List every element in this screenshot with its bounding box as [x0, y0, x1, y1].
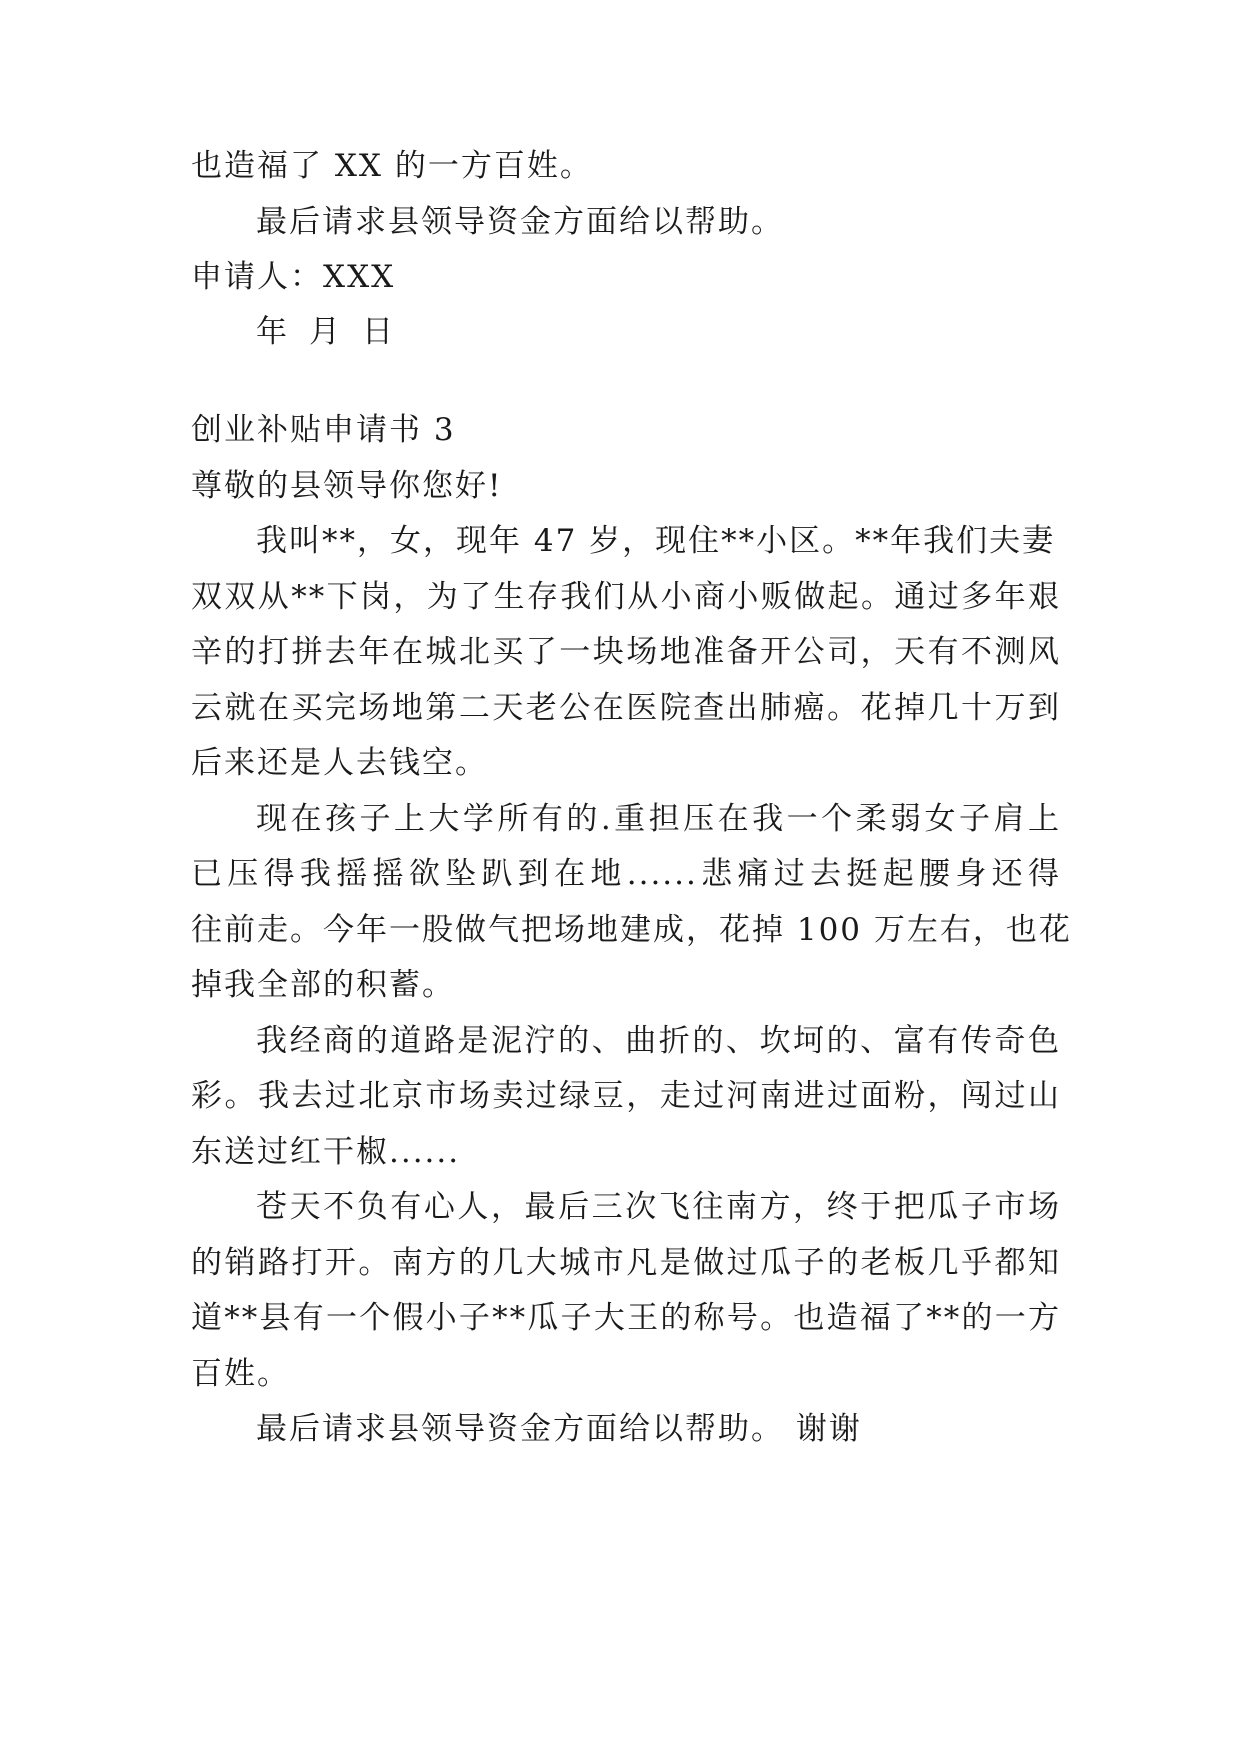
date-day: 日: [362, 314, 395, 350]
paragraph-line: 辛的打拼去年在城北买了一块场地准备开公司，天有不测风: [191, 634, 1061, 670]
closing-request: 最后请求县领导资金方面给以帮助。 谢谢: [256, 1411, 862, 1447]
paragraph-line: 往前走。今年一股做气把场地建成，花掉 100 万左右，也花: [191, 912, 1072, 948]
paragraph-line: 现在孩子上大学所有的.重担压在我一个柔弱女子肩上: [256, 801, 1061, 837]
paragraph-line: 百姓。: [191, 1356, 290, 1392]
paragraph-line: 我叫**，女，现年 47 岁，现住**小区。**年我们夫妻: [256, 523, 1056, 559]
paragraph-line: 双双从**下岗，为了生存我们从小商小贩做起。通过多年艰: [191, 579, 1061, 615]
paragraph-line: 彩。我去过北京市场卖过绿豆，走过河南进过面粉，闯过山: [191, 1078, 1061, 1114]
paragraph-line: 的销路打开。南方的几大城市凡是做过瓜子的老板几乎都知: [191, 1245, 1061, 1281]
section-title: 创业补贴申请书 3: [191, 412, 456, 448]
date-line: [256, 312, 1126, 352]
paragraph-line: 道**县有一个假小子**瓜子大王的称号。也造福了**的一方: [191, 1300, 1061, 1336]
paragraph-line: 后来还是人去钱空。: [191, 745, 488, 781]
paragraph-line: 云就在买完场地第二天老公在医院查出肺癌。花掉几十万到: [191, 690, 1061, 726]
closing-line: 也造福了 XX 的一方百姓。: [191, 148, 593, 184]
date-month: 月: [309, 314, 342, 350]
paragraph-line: 东送过红干椒......: [191, 1134, 461, 1170]
paragraph-line: 已压得我摇摇欲坠趴到在地......悲痛过去挺起腰身还得: [191, 856, 1061, 892]
paragraph-line: 苍天不负有心人，最后三次飞往南方，终于把瓜子市场: [256, 1189, 1061, 1225]
applicant-line: 申请人：XXX: [191, 259, 396, 295]
paragraph-line: 我经商的道路是泥泞的、曲折的、坎坷的、富有传奇色: [256, 1023, 1061, 1059]
paragraph-line: 掉我全部的积蓄。: [191, 967, 455, 1003]
date-year: 年: [256, 314, 289, 350]
salutation: 尊敬的县领导你您好!: [191, 468, 503, 504]
request-line: 最后请求县领导资金方面给以帮助。: [256, 204, 784, 240]
